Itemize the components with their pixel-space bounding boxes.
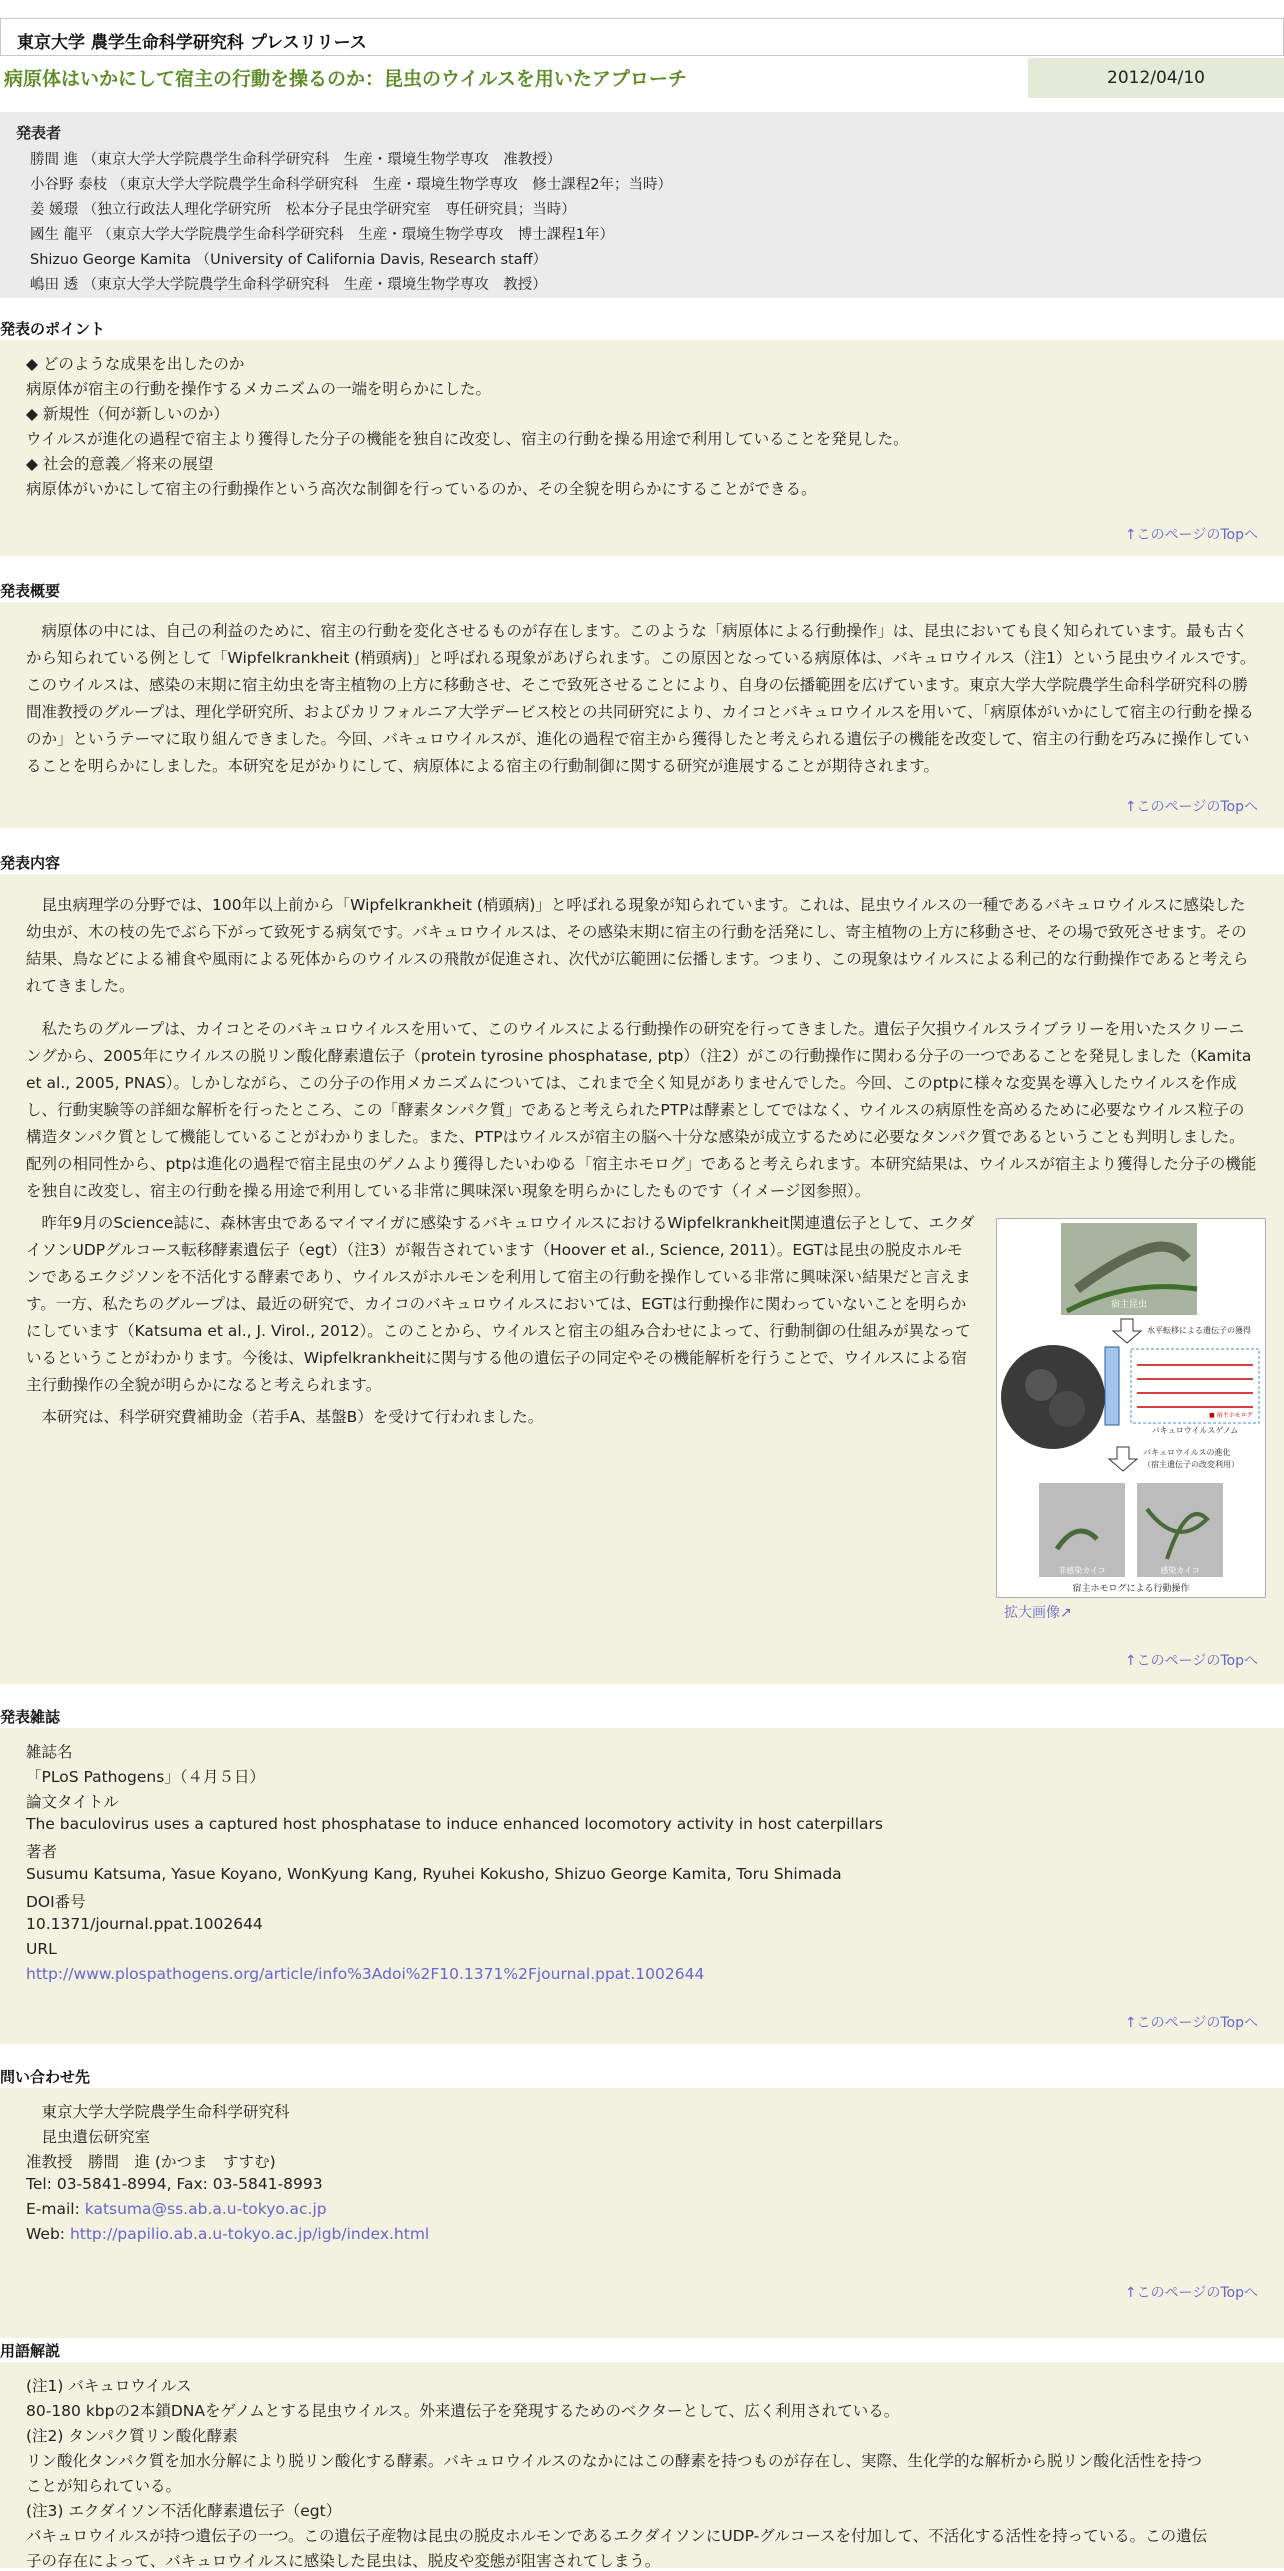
journal-line: URL <box>26 1940 57 1958</box>
overview-heading: 発表概要 <box>0 582 61 600</box>
presenter-item: 小谷野 泰枝 （東京大学大学院農学生命科学研究科 生産・環境生物学専攻 修士課程2年；当時） <box>30 177 672 193</box>
glossary-line: リン酸化タンパク質を加水分解により脱リン酸化する酵素。バキュロウイルスのなかにはこの酵素を持つものが存在し、実際、生化学的な解析から脱リン酸化活性を持つ <box>26 2452 1202 2470</box>
content-paragraph-1: 昆虫病理学の分野では、100年以上前から「Wipfelkrankheit (梢頭病)」と呼ばれる現象が知られています。これは、昆虫ウイルスの一種であるバキュロウイルスに感染した幼虫が、木の枝の先でぶら下がって致死する病気です。バキュロウイルスは、その感染末期に宿主の行動を活発にし、寄主植物の上方に移動させ、その場で致死させます。その結果、鳥などによる補食や風雨による死体からのウイルスの飛散が促進され、次代が広範囲に伝播します。つまり、この現象はウイルスによる利己的な行動操作であると考えられてきました。 <box>26 896 1249 995</box>
glossary-line: (注2) タンパク質リン酸化酵素 <box>26 2427 238 2445</box>
page-top-link[interactable]: ↑このページのTopへ <box>1124 2285 1258 2301</box>
point-line: 病原体がいかにして宿主の行動操作という高次な制御を行っているのか、その全貌を明らかにすることができる。 <box>26 480 817 498</box>
site-header <box>0 18 1284 56</box>
enlarge-image-link[interactable]: 拡大画像↗ <box>1004 1605 1072 1621</box>
page-top-link[interactable]: ↑このページのTopへ <box>1124 1653 1258 1669</box>
virus-cluster <box>1025 1369 1057 1401</box>
contact-web-row <box>26 2225 429 2243</box>
glossary-line: ことが知られている。 <box>26 2477 182 2495</box>
email-label: E-mail: <box>26 2200 85 2218</box>
journal-url-link[interactable]: http://www.plospathogens.org/article/info%3Adoi%2F10.1371%2Fjournal.ppat.1002644 <box>26 1965 705 1983</box>
point-line: ◆ 新規性（何が新しいのか） <box>26 405 229 423</box>
web-label: Web: <box>26 2225 70 2243</box>
contact-line: 昆虫遺伝研究室 <box>26 2128 151 2146</box>
site-title: 東京大学 農学生命科学研究科 プレスリリース <box>17 33 367 53</box>
presenters-heading: 発表者 <box>16 124 62 142</box>
figure-legend: ■ 宿主ホモログ <box>1209 1412 1253 1419</box>
arrow-down-icon <box>1113 1319 1141 1343</box>
release-date: 2012/04/10 <box>1028 58 1284 98</box>
journal-line: 著者 <box>26 1843 58 1861</box>
virus-cluster <box>1049 1391 1085 1427</box>
content-paragraph-2: 私たちのグループは、カイコとそのバキュロウイルスを用いて、このウイルスによる行動操作の研究を行ってきました。遺伝子欠損ウイルスライブラリーを用いたスクリーニングから、2005年にウイルスの脱リン酸化酵素遺伝子（protein tyrosine phosphatase, ptp）（注2）がこの行動操作に関わる分子の一つであることを発見しました（Kamita et al., 2005, PNAS）。しかしながら、この分子の作用メカニズムについては、これまで全く知見がありませんでした。今回、このptpに様々な変異を導入したウイルスを作成し、行動実験等の詳細な解析を行ったところ、この「酵素タンパク質」であると考えられたPTPは酵素としてではなく、ウイルスの病原性を高めるために必要なウイルス粒子の構造タンパク質として機能していることがわかりました。また、PTPはウイルスが宿主の脳へ十分な感染が成立するために必要なタンパク質であるということも判明しました。配列の相同性から、ptpは進化の過程で宿主昆虫のゲノムより獲得したいわゆる「宿主ホモログ」であると考えられます。本研究結果は、ウイルスが宿主より獲得した分子の機能を独自に改変し、宿主の行動を操る用途で利用している非常に興味深い現象を明らかにしたものです（イメージ図参照）。 <box>26 1020 1257 1200</box>
point-line: 病原体が宿主の行動を操作するメカニズムの一端を明らかにした。 <box>26 380 492 398</box>
contact-email-row <box>26 2200 327 2218</box>
glossary-line: バキュロウイルスが持つ遺伝子の一つ。この遺伝子産物は昆虫の脱皮ホルモンであるエクダイソンにUDP-グルコースを付加して、不活化する活性を持っている。この遺伝 <box>26 2527 1208 2545</box>
glossary-line: (注3) エクダイソン不活化酵素遺伝子（egt） <box>26 2502 342 2520</box>
glossary-line: (注1) バキュロウイルス <box>26 2377 192 2395</box>
overview-text: 病原体の中には、自己の利益のために、宿主の行動を変化させるものが存在します。このような「病原体による行動操作」は、昆虫においても良く知られています。最も古くから知られている例として「Wipfelkrankheit (梢頭病)」と呼ばれる現象があげられます。この原因となっている病原体は、バキュロウイルス（注1）という昆虫ウイルスです。このウイルスは、感染の末期に宿主幼虫を寄主植物の上方に移動させ、そこで致死させることにより、自身の伝播範囲を広げています。東京大学大学院農学生命科学研究科の勝間准教授のグループは、理化学研究所、およびカリフォルニア大学デービス校との共同研究により、カイコとバキュロウイルスを用いて、「病原体がいかにして宿主の行動を操るのか」というテーマに取り組んできました。今回、バキュロウイルスが、進化の過程で宿主から獲得したと考えられる遺伝子の機能を改変して、宿主の行動を巧みに操作していることを明らかにしました。本研究を足がかりにして、病原体による宿主の行動制御に関する研究が進展することが期待されます。 <box>26 622 1256 775</box>
journal-section <box>0 1728 1284 2044</box>
figure-label-top: 宿主昆虫 <box>1110 1300 1148 1310</box>
figure-label-arrow2b: （宿主遺伝子の改変利用） <box>1143 1460 1239 1469</box>
content-paragraph-3: 昨年9月のScience誌に、森林害虫であるマイマイガに感染するバキュロウイルスにおけるWipfelkrankheit関連遺伝子として、エクダイソンUDPグルコース転移酵素遺伝子（egt）（注3）が報告されています（Hoover et al., Science, 2011）。EGTは昆虫の脱皮ホルモンであるエクジソンを不活化する酵素であり、ウイルスがホルモンを利用して宿主の行動を操作している非常に興味深い結果だと言えます。一方、私たちのグループは、最近の研究で、カイコのバキュロウイルスにおいては、EGTは行動操作に関わっていないことを明らかにしています（Katsuma et al., J. Virol., 2012）。このことから、ウイルスと宿主の組み合わせによって、行動制御の仕組みが異なっているということがわかります。今後は、Wipfelkrankheitに関与する他の遺伝子の同定やその機能解析を行うことで、ウイルスによる宿主行動操作の全貌が明らかになると考えられます。 <box>26 1214 975 1394</box>
figure-label-left: 非感染カイコ <box>1058 1566 1106 1575</box>
presenters-section <box>0 112 1284 298</box>
page-title: 病原体はいかにして宿主の行動を操るのか：昆虫のウイルスを用いたアプローチ <box>4 68 687 90</box>
journal-line: 10.1371/journal.ppat.1002644 <box>26 1915 263 1933</box>
email-link[interactable]: katsuma@ss.ab.a.u-tokyo.ac.jp <box>84 2200 327 2218</box>
journal-line: Susumu Katsuma, Yasue Koyano, WonKyung Kang, Ryuhei Kokusho, Shizuo George Kamita, Toru Shimada <box>26 1865 842 1883</box>
glossary-section <box>0 2362 1284 2568</box>
virion-rod <box>1105 1347 1119 1425</box>
point-line: ◆ 社会的意義／将来の展望 <box>26 455 214 473</box>
virus-particle-photo <box>1001 1345 1105 1449</box>
page-top-link[interactable]: ↑このページのTopへ <box>1124 527 1258 543</box>
journal-line: 雑誌名 <box>26 1743 73 1761</box>
contact-line: 准教授 勝間 進 (かつま すすむ) <box>26 2153 276 2171</box>
journal-heading: 発表雑誌 <box>0 1708 61 1726</box>
glossary-heading: 用語解説 <box>0 2342 61 2360</box>
image-figure[interactable] <box>996 1218 1266 1598</box>
web-link[interactable]: http://papilio.ab.a.u-tokyo.ac.jp/igb/index.html <box>69 2225 430 2243</box>
point-line: ◆ どのような成果を出したのか <box>26 355 245 373</box>
page-top-link[interactable]: ↑このページのTopへ <box>1124 799 1258 815</box>
figure-label-right: 感染カイコ <box>1160 1566 1200 1575</box>
content-paragraph-4: 本研究は、科学研究費補助金（若手A、基盤B）を受けて行われました。 <box>26 1408 544 1426</box>
presenter-item: Shizuo George Kamita （University of California Davis, Research staff） <box>30 252 548 268</box>
contact-section <box>0 2088 1284 2338</box>
presenter-item: 勝間 進 （東京大学大学院農学生命科学研究科 生産・環境生物学専攻 准教授） <box>30 152 562 168</box>
points-section <box>0 340 1284 556</box>
points-heading: 発表のポイント <box>0 320 106 338</box>
presenter-item: 嶋田 透 （東京大学大学院農学生命科学研究科 生産・環境生物学専攻 教授） <box>30 277 547 293</box>
figure-label-arrow1: 水平転移による遺伝子の獲得 <box>1147 1326 1251 1335</box>
journal-line: The baculovirus uses a captured host phosphatase to induce enhanced locomotory activity in host caterpillars <box>26 1815 883 1833</box>
page-top-link[interactable]: ↑このページのTopへ <box>1124 2015 1258 2031</box>
presenter-item: 姜 媛璟 （独立行政法人理化学研究所 松本分子昆虫学研究室 専任研究員；当時） <box>30 202 576 218</box>
journal-line: DOI番号 <box>26 1893 86 1911</box>
figure-label-arrow2a: バキュロウイルスの進化 <box>1143 1448 1231 1457</box>
contact-heading: 問い合わせ先 <box>0 2068 91 2086</box>
glossary-line: 子の存在によって、バキュロウイルスに感染した昆虫は、脱皮や変態が阻害されてしまう。 <box>26 2552 661 2570</box>
figure-illustration <box>997 1219 1265 1597</box>
figure-caption: 宿主ホモログによる行動操作 <box>1072 1584 1190 1594</box>
presenter-item: 國生 龍平 （東京大学大学院農学生命科学研究科 生産・環境生物学専攻 博士課程1年） <box>30 227 614 243</box>
title-row <box>0 58 1284 98</box>
contact-line: Tel: 03-5841-8994, Fax: 03-5841-8993 <box>26 2175 323 2193</box>
glossary-line: 80-180 kbpの2本鎖DNAをゲノムとする昆虫ウイルス。外来遺伝子を発現するためのベクターとして、広く利用されている。 <box>26 2402 900 2420</box>
overview-section <box>0 602 1284 828</box>
journal-line: 「PLoS Pathogens」（４月５日） <box>26 1768 266 1786</box>
point-line: ウイルスが進化の過程で宿主より獲得した分子の機能を独自に改変し、宿主の行動を操る用途で利用していることを発見した。 <box>26 430 909 448</box>
journal-line: 論文タイトル <box>26 1793 119 1811</box>
contact-line: 東京大学大学院農学生命科学研究科 <box>26 2103 290 2121</box>
content-heading: 発表内容 <box>0 854 61 872</box>
figure-label-genome: バキュロウイルスゲノム <box>1151 1426 1239 1435</box>
arrow-down-icon <box>1109 1447 1137 1471</box>
